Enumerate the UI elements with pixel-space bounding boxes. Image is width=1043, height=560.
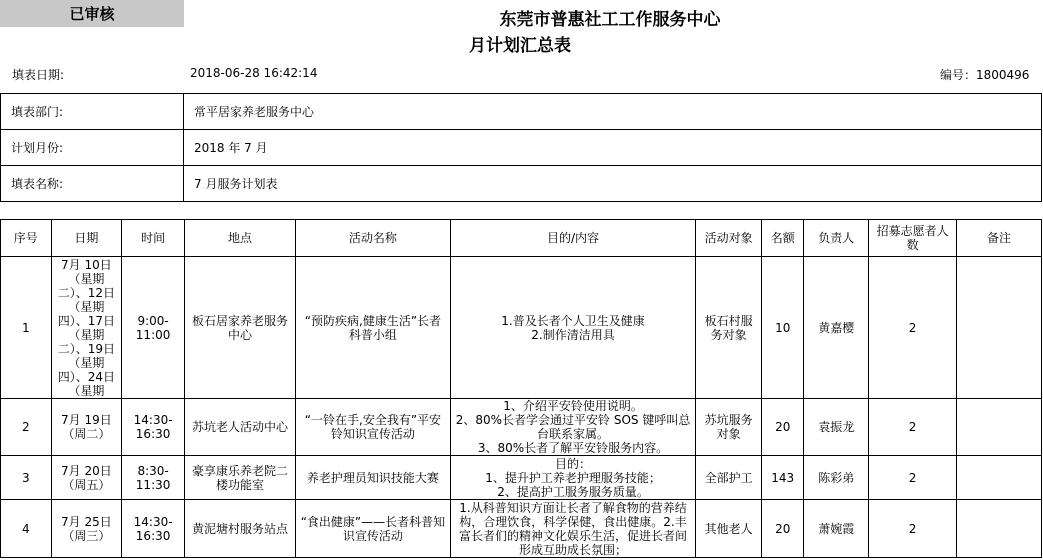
cell-date (51, 257, 122, 399)
info-value: 7 月服务计划表 (184, 166, 1042, 202)
serial-number: 编号：1800496 (940, 68, 1030, 82)
content-line: 1、提升护工养老护理服务技能； (485, 470, 661, 485)
header-target: 活动对象 (696, 220, 762, 257)
page-title: 东莞市普惠社工工作服务中心 (499, 10, 721, 30)
cell-volunteers: 2 (869, 257, 957, 399)
table-header-row (1, 220, 1042, 257)
cell-no: 2 (1, 399, 52, 456)
cell-no: 3 (1, 456, 52, 500)
info-label: 填表名称: (1, 166, 184, 202)
cell-leader: 萧婉霞 (804, 500, 869, 558)
cell-note (957, 257, 1042, 399)
cell-content-wrap (454, 399, 693, 455)
content-line: 1.从科普知识方面让长者了解食物的营养结构，合理饮食，科学保健，食出健康。2.丰富长者们的精神文化娱乐生活，促进长者间形成互助成长氛围； (459, 500, 688, 557)
cell-note (957, 500, 1042, 558)
status-badge: 已审核 (0, 0, 184, 27)
cell-quota: 20 (762, 500, 804, 558)
cell-time: 14:30-16:30 (122, 399, 185, 456)
fill-date-label: 填表日期: (12, 68, 65, 82)
cell-activity: “食出健康”——长者科普知识宣传活动 (296, 500, 451, 558)
content-line: 2.制作清洁用具 (531, 327, 615, 342)
cell-volunteers: 2 (869, 500, 957, 558)
table-row (1, 257, 1042, 399)
header-volunteers: 招募志愿者人数 (869, 220, 957, 257)
cell-content (450, 257, 696, 399)
header-quota: 名额 (762, 220, 804, 257)
cell-no: 1 (1, 257, 52, 399)
cell-leader: 袁振龙 (804, 399, 869, 456)
cell-time: 9:00-11:00 (122, 257, 185, 399)
cell-leader: 陈彩弟 (804, 456, 869, 500)
content-line: 目的： (555, 456, 592, 471)
fill-date-value: 2018-06-28 16:42:14 (190, 66, 318, 80)
info-row-month (1, 130, 1042, 166)
content-line: 1、介绍平安铃使用说明。 (503, 399, 643, 413)
info-table (0, 93, 1042, 202)
info-label: 计划月份: (1, 130, 184, 166)
cell-date: 7月 19日（周二） (51, 399, 122, 456)
cell-volunteers: 2 (869, 399, 957, 456)
cell-date-text: 7月 10日（星期二）、12日（星期四）、17日（星期二）、19日（星期四）、24日（星期 (57, 257, 116, 398)
plan-table (0, 219, 1042, 558)
table-row (1, 500, 1042, 558)
content-line: 2、提高护工服务服务质量。 (497, 484, 649, 499)
cell-note (957, 456, 1042, 500)
content-line: 1.普及长者个人卫生及健康 (501, 313, 645, 328)
cell-activity: “预防疾病,健康生活”长者科普小组 (296, 257, 451, 399)
header-note: 备注 (957, 220, 1042, 257)
header-content: 目的/内容 (450, 220, 696, 257)
cell-target: 板石村服务对象 (696, 257, 762, 399)
cell-date: 7月 25日（周三） (51, 500, 122, 558)
cell-volunteers: 2 (869, 456, 957, 500)
cell-activity: 养老护理员知识技能大赛 (296, 456, 451, 500)
cell-quota: 143 (762, 456, 804, 500)
cell-no: 4 (1, 500, 52, 558)
cell-place: 板石居家养老服务中心 (184, 257, 295, 399)
cell-place: 苏坑老人活动中心 (184, 399, 295, 456)
cell-content (450, 399, 696, 456)
table-row (1, 399, 1042, 456)
info-label: 填表部门: (1, 94, 184, 130)
cell-place: 豪享康乐养老院二楼功能室 (184, 456, 295, 500)
page-subtitle: 月计划汇总表 (469, 36, 571, 56)
cell-target: 全部护工 (696, 456, 762, 500)
header-date: 日期 (51, 220, 122, 257)
cell-leader: 黄嘉樱 (804, 257, 869, 399)
header-leader: 负责人 (804, 220, 869, 257)
cell-time: 14:30-16:30 (122, 500, 185, 558)
cell-content (450, 456, 696, 500)
cell-activity: “一铃在手,安全我有”平安铃知识宣传活动 (296, 399, 451, 456)
cell-target: 其他老人 (696, 500, 762, 558)
cell-date: 7月 20日（周五） (51, 456, 122, 500)
cell-quota: 20 (762, 399, 804, 456)
info-value: 常平居家养老服务中心 (184, 94, 1042, 130)
header-place: 地点 (184, 220, 295, 257)
header-time: 时间 (122, 220, 185, 257)
info-value: 2018 年 7 月 (184, 130, 1042, 166)
header-activity: 活动名称 (296, 220, 451, 257)
info-row-department (1, 94, 1042, 130)
content-line: 2、80%长者学会通过平安铃 SOS 键呼叫总台联系家属。 (455, 413, 691, 441)
cell-target: 苏坑服务对象 (696, 399, 762, 456)
table-row (1, 456, 1042, 500)
content-line: 3、80%长者了解平安铃服务内容。 (477, 441, 669, 455)
cell-note (957, 399, 1042, 456)
cell-content-wrap (454, 457, 693, 499)
cell-time: 8:30-11:30 (122, 456, 185, 500)
cell-place: 黄泥塘村服务站点 (184, 500, 295, 558)
header-no: 序号 (1, 220, 52, 257)
cell-quota: 10 (762, 257, 804, 399)
cell-content (450, 500, 696, 558)
info-row-name (1, 166, 1042, 202)
